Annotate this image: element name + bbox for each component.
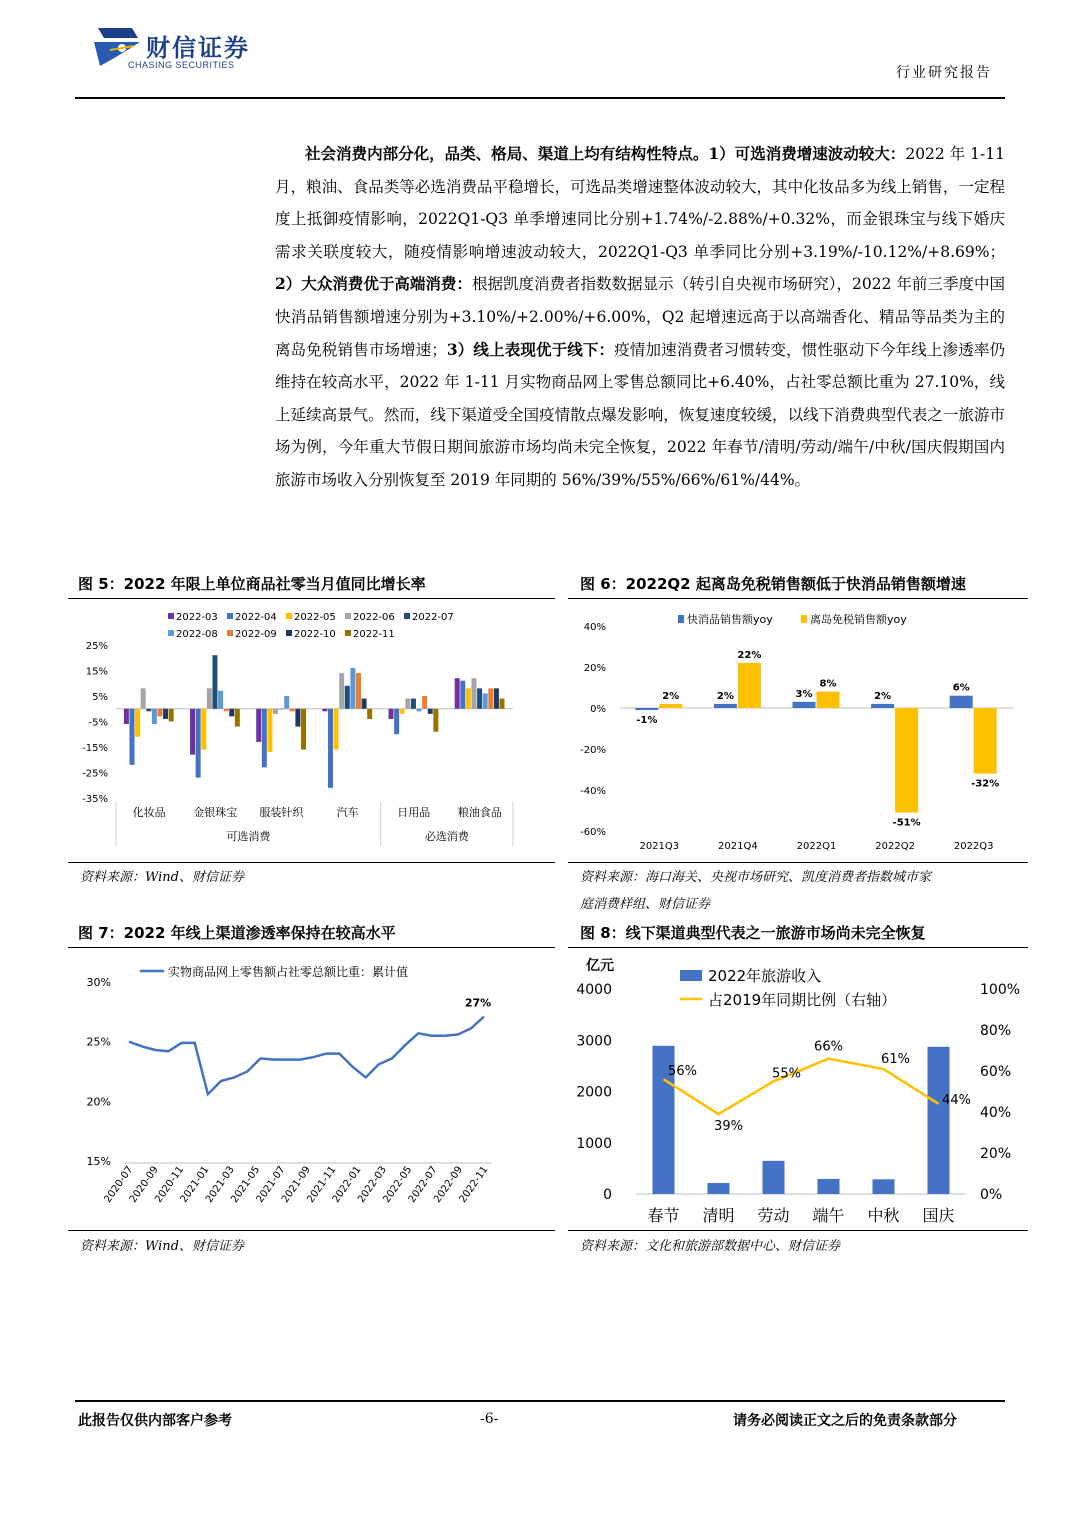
bar-2022-03	[256, 709, 261, 742]
bar-2022-10	[494, 688, 499, 708]
bar-2022-11	[169, 709, 174, 722]
x-tick-label: 2021-03	[203, 1164, 237, 1205]
bar-2022-05	[334, 709, 339, 750]
x-category-label: 粮油食品	[457, 806, 502, 819]
footer-rule	[75, 1400, 1005, 1402]
x-category-label: 2022Q2	[875, 841, 915, 852]
data-label: 2%	[662, 690, 680, 702]
y2-tick-label: 80%	[980, 1023, 1012, 1039]
fig8-title: 图 8：线下渠道典型代表之一旅游市场尚未完全恢复	[580, 924, 926, 942]
data-label: -1%	[636, 715, 658, 727]
line-ratio	[664, 1059, 939, 1114]
data-label: -51%	[892, 817, 921, 829]
legend-label: 2022-03	[176, 612, 218, 623]
bar-2022-10	[428, 709, 433, 714]
para-bold-3: 3）线上表现优于线下：	[446, 339, 615, 359]
x-category-label: 金银珠宝	[193, 806, 238, 819]
fig7-bottom-rule	[68, 1230, 555, 1231]
bar-2022-05	[466, 688, 471, 708]
bar-2022-09	[422, 696, 427, 709]
y-tick-label: -20%	[580, 745, 606, 756]
bar-2022-06	[472, 678, 477, 709]
bar-2022-06	[207, 688, 212, 708]
bar-tourism-revenue	[873, 1179, 895, 1194]
bar-2022-09	[488, 688, 493, 708]
bar-2022-05	[267, 709, 272, 752]
logo-en: CHASING SECURITIES	[128, 60, 235, 70]
para-text-3: 疫情加速消费者习惯转变，惯性驱动下今年线上渗透率仍维持在较高水平，2022 年 1-11 月实物商品网上零售总额同比+6.40%，占社零总额比重为 27.10%，线上延续高景气。然而，线下渠道受全国疫情散点爆发影响，恢复速度较缓，以线下消费典型代表之一旅游市场为例，今年重大节假日期间旅游市场均尚未完全恢复，2022 年春节/清明/劳动/端午/中秋/国庆假期国内旅游市场收入分别恢复至 2019 年同期的 56%/39%/55%/66%/61%/44%。	[275, 340, 1005, 489]
annotation-label: 27%	[464, 996, 492, 1010]
bar-tourism-revenue	[928, 1047, 950, 1194]
bar-2022-11	[367, 709, 372, 719]
fig8-source: 资料来源：文化和旅游部数据中心、财信证券	[580, 1239, 841, 1254]
fig6-source-1: 资料来源：海口海关、央视市场研究、凯度消费者指数城市家	[580, 870, 932, 885]
x-tick-label: 2021-05	[229, 1164, 263, 1205]
legend-swatch	[168, 630, 174, 636]
bar-离岛免税销售额yoy	[738, 663, 761, 708]
y-tick-label: 1000	[576, 1135, 612, 1152]
y-tick-label: 5%	[92, 692, 108, 703]
data-label: 39%	[714, 1119, 743, 1135]
x-category-label: 春节	[647, 1206, 680, 1225]
fig8-chart	[568, 950, 1028, 1228]
bar-快消品销售额yoy	[871, 704, 894, 708]
data-label: 2%	[874, 690, 892, 702]
y-tick-label: 2000	[576, 1084, 612, 1101]
y-tick-label: 15%	[86, 1155, 111, 1168]
bar-2022-09	[356, 673, 361, 709]
body-paragraph	[275, 138, 1005, 497]
y-tick-label: -15%	[82, 743, 108, 754]
legend-label: 2022-04	[235, 612, 277, 623]
bar-2022-07	[212, 655, 217, 709]
x-tick-label: 2022-03	[356, 1164, 390, 1205]
bar-2022-08	[218, 691, 223, 709]
fig6-bottom-rule	[568, 862, 1028, 863]
legend-swatch	[678, 615, 684, 623]
bar-2022-07	[279, 709, 284, 710]
data-label: 22%	[737, 649, 762, 661]
legend-swatch	[286, 630, 292, 636]
x-tick-label: 2022-11	[457, 1164, 491, 1205]
fig7-title: 图 7：2022 年线上渠道渗透率保持在较高水平	[78, 924, 396, 942]
bar-2022-05	[400, 709, 405, 714]
line-series	[129, 1017, 484, 1095]
legend-label: 2022-08	[176, 629, 218, 640]
bar-快消品销售额yoy	[793, 702, 816, 708]
data-label: 56%	[668, 1064, 697, 1080]
fig6-source-2: 庭消费样组、财信证券	[580, 897, 711, 912]
y-tick-label: 0	[603, 1187, 612, 1203]
x-category-label: 日用品	[397, 806, 431, 819]
fig5-source: 资料来源：Wind、财信证券	[80, 870, 244, 885]
fig5-chart	[68, 605, 555, 855]
legend-label: 离岛免税销售额yoy	[810, 613, 907, 626]
bar-离岛免税销售额yoy	[895, 708, 918, 813]
bar-tourism-revenue	[763, 1161, 785, 1194]
y-tick-label: 15%	[85, 666, 108, 678]
bar-快消品销售额yoy	[714, 704, 737, 708]
data-label: 44%	[942, 1092, 971, 1108]
y-tick-label: -25%	[82, 768, 108, 780]
bar-2022-03	[124, 709, 129, 724]
y-tick-label: 40%	[583, 622, 606, 633]
x-tick-label: 2022-01	[330, 1164, 364, 1205]
para-bold-1: 社会消费内部分化，品类、格局、渠道上均有结构性特点。1）可选消费增速波动较大：	[305, 144, 906, 163]
x-category-label: 化妆品	[132, 806, 166, 819]
y-tick-label: 0%	[590, 704, 606, 715]
legend-label: 占2019年同期比例（右轴）	[708, 991, 897, 1009]
bar-2022-04	[460, 681, 465, 709]
bar-2022-07	[411, 699, 416, 709]
bar-2022-06	[141, 688, 146, 708]
fig7-chart	[68, 952, 555, 1227]
para-text-1: 2022 年 1-11 月，粮油、食品类等必选消费品平稳增长，可选品类增速整体波动较大，其中化妆品多为线上销售，一定程度上抵御疫情影响，2022Q1-Q3 单季增速同比分别+1.74%/-2.88%/+0.32%，而金银珠宝与线下婚庆需求关联度较大，随疫情影响增速波动较大，2022Q1-Q3 单季同比分别+3.19%/-10.12%/+8.69%；	[275, 145, 1005, 261]
bar-2022-07	[146, 709, 151, 712]
legend-label: 实物商品网上零售额占社零总额比重：累计值	[168, 965, 409, 979]
legend-swatch	[345, 613, 351, 619]
logo-cn: 财信证券	[146, 34, 250, 62]
bar-2022-11	[301, 709, 306, 750]
fig8-top-rule	[568, 947, 1028, 948]
legend-swatch	[227, 613, 233, 619]
legend-label: 2022-07	[412, 612, 454, 623]
bar-2022-04	[328, 709, 333, 788]
y-tick-label: -35%	[82, 794, 108, 805]
bar-2022-06	[339, 673, 344, 709]
bar-2022-08	[284, 696, 289, 709]
x-tick-label: 2021-01	[178, 1164, 212, 1205]
bar-2022-10	[362, 699, 367, 709]
x-category-label: 服装针织	[259, 806, 304, 819]
x-tick-label: 2020-09	[127, 1164, 161, 1205]
x-tick-label: 2021-07	[254, 1164, 288, 1205]
bar-快消品销售额yoy	[950, 696, 973, 708]
y2-tick-label: 0%	[980, 1187, 1003, 1203]
y2-tick-label: 60%	[980, 1064, 1012, 1080]
bar-2022-11	[235, 709, 240, 727]
y2-tick-label: 20%	[980, 1146, 1012, 1162]
bar-2022-09	[224, 709, 229, 712]
bar-2022-05	[135, 709, 140, 737]
bar-2022-05	[201, 709, 206, 750]
bar-离岛免税销售额yoy	[817, 692, 840, 708]
y-tick-label: 30%	[86, 976, 111, 989]
x-category-label: 清明	[702, 1206, 735, 1225]
fig5-title: 图 5：2022 年限上单位商品社零当月值同比增长率	[78, 575, 426, 593]
legend-swatch	[680, 970, 702, 981]
bar-2022-04	[262, 709, 267, 768]
legend-swatch	[227, 630, 233, 636]
report-type: 行业研究报告	[896, 65, 992, 81]
bar-2022-03	[389, 709, 394, 719]
x-category-label: 端午	[812, 1206, 845, 1225]
y-tick-label: 25%	[85, 641, 108, 652]
y2-tick-label: 100%	[980, 982, 1021, 998]
fig7-top-rule	[68, 947, 555, 948]
bar-2022-04	[129, 709, 134, 765]
bar-2022-07	[477, 688, 482, 708]
bar-2022-08	[417, 709, 422, 712]
data-label: 8%	[819, 678, 837, 690]
bar-2022-07	[345, 686, 350, 709]
y-tick-label: -40%	[580, 786, 606, 797]
bar-2022-04	[196, 709, 201, 778]
bar-tourism-revenue	[708, 1183, 730, 1194]
data-label: 3%	[795, 688, 813, 700]
bar-2022-11	[433, 709, 438, 732]
bar-2022-09	[157, 709, 162, 717]
y-axis-unit: 亿元	[586, 958, 614, 974]
y-tick-label: -5%	[88, 717, 108, 729]
legend-swatch	[286, 613, 292, 619]
legend-label: 2022-09	[235, 629, 277, 640]
legend-swatch	[345, 630, 351, 636]
bar-2022-10	[295, 709, 300, 727]
y-tick-label: -60%	[580, 827, 606, 838]
y-tick-label: 25%	[86, 1035, 111, 1049]
footer-disclaimer: 此报告仅供内部客户参考	[78, 1413, 232, 1429]
group-label: 必选消费	[424, 830, 469, 843]
bar-tourism-revenue	[818, 1179, 840, 1194]
x-tick-label: 2021-09	[279, 1164, 313, 1205]
fig6-title: 图 6：2022Q2 起离岛免税销售额低于快消品销售额增速	[580, 575, 966, 593]
data-label: 55%	[772, 1066, 801, 1082]
bar-2022-08	[152, 709, 157, 724]
header-rule	[75, 97, 1005, 99]
fig6-top-rule	[568, 598, 1028, 599]
data-label: 61%	[881, 1051, 910, 1067]
data-label: -32%	[971, 778, 1000, 790]
company-logo	[92, 24, 292, 74]
x-tick-label: 2021-11	[305, 1164, 339, 1205]
page-number: -6-	[480, 1411, 499, 1427]
legend-label: 2022年旅游收入	[708, 967, 822, 985]
data-label: 6%	[952, 682, 970, 694]
bar-离岛免税销售额yoy	[659, 704, 682, 708]
bar-2022-09	[290, 709, 295, 712]
x-category-label: 2021Q3	[639, 841, 680, 852]
bar-快消品销售额yoy	[635, 708, 658, 710]
x-category-label: 国庆	[922, 1206, 955, 1225]
bar-2022-03	[190, 709, 195, 755]
bar-2022-04	[394, 709, 399, 735]
bar-2022-11	[500, 699, 505, 709]
fig6-chart	[568, 605, 1028, 855]
x-tick-label: 2020-07	[102, 1164, 136, 1205]
x-category-label: 2021Q4	[718, 841, 758, 852]
y-tick-label: 20%	[86, 1095, 111, 1109]
x-category-label: 2022Q3	[953, 841, 994, 852]
para-text-2: 根据凯度消费者指数数据显示（转引自央视市场研究），2022 年前三季度中国快消品销售额增速分别为+3.10%/+2.00%/+6.00%，Q2 起增速远高于以高端香化、精品等品类为主的离岛免税销售市场增速；	[275, 275, 1005, 359]
bar-2022-08	[483, 693, 488, 708]
bar-离岛免税销售额yoy	[974, 708, 997, 774]
bar-2022-06	[405, 699, 410, 709]
bar-2022-03	[322, 709, 327, 712]
legend-swatch	[801, 615, 807, 623]
data-label: 66%	[814, 1039, 843, 1055]
y-tick-label: 3000	[576, 1033, 612, 1050]
x-tick-label: 2020-11	[153, 1164, 187, 1205]
legend-label: 2022-05	[294, 612, 336, 623]
legend-label: 快消品销售额yoy	[687, 613, 773, 626]
para-bold-2: 2）大众消费优于高端消费：	[275, 274, 472, 294]
bar-2022-10	[229, 709, 234, 717]
y2-tick-label: 40%	[980, 1105, 1012, 1121]
y-tick-label: 20%	[583, 663, 606, 674]
x-category-label: 劳动	[757, 1206, 790, 1225]
fig5-bottom-rule	[68, 862, 555, 863]
bar-2022-10	[163, 709, 168, 719]
x-category-label: 2022Q1	[796, 841, 837, 852]
bar-2022-08	[350, 668, 355, 709]
legend-swatch	[404, 613, 410, 619]
x-tick-label: 2022-07	[406, 1164, 440, 1205]
bar-2022-03	[455, 678, 460, 709]
legend-label: 2022-11	[353, 629, 395, 640]
x-tick-label: 2022-05	[381, 1164, 415, 1205]
bar-2022-06	[273, 709, 278, 714]
x-category-label: 中秋	[867, 1206, 900, 1225]
footer-notice: 请务必阅读正文之后的免责条款部分	[733, 1413, 957, 1429]
x-category-label: 汽车	[336, 806, 359, 819]
fig7-source: 资料来源：Wind、财信证券	[80, 1239, 244, 1254]
legend-label: 2022-10	[294, 629, 336, 640]
legend-label: 2022-06	[353, 612, 395, 623]
legend-swatch	[168, 613, 174, 619]
data-label: 2%	[716, 690, 734, 702]
x-tick-label: 2022-09	[432, 1164, 466, 1205]
group-label: 可选消费	[226, 830, 271, 843]
y-tick-label: 4000	[576, 982, 612, 998]
fig8-bottom-rule	[568, 1230, 1028, 1231]
fig5-top-rule	[68, 598, 555, 599]
